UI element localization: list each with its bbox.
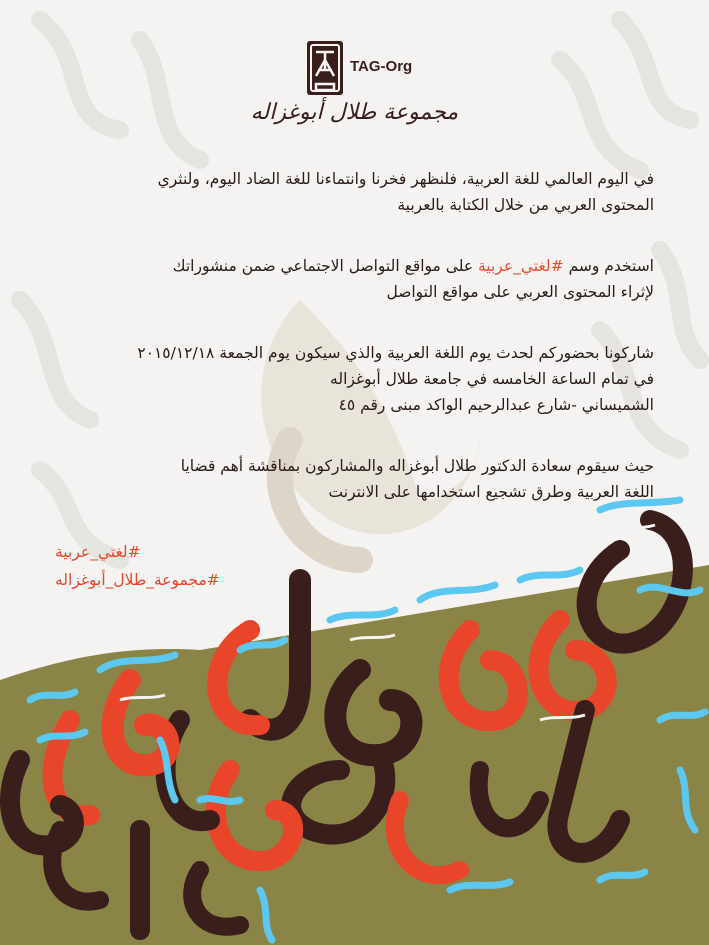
paragraph-2-text-after: على مواقع التواصل الاجتماعي ضمن منشوراتك [172, 257, 478, 275]
hashtag-list [55, 543, 255, 603]
paragraph-1-line-2: المحتوى العربي من خلال الكتابة بالعربية [397, 196, 654, 214]
header [0, 40, 709, 130]
paragraph-2-line-1 [44, 253, 654, 279]
hashtag-highlight[interactable]: #لغتي_عربية [478, 257, 564, 275]
paragraph-1-line-1: في اليوم العالمي للغة العربية، فلنظهر فخرنا وانتماءنا للغة الضاد اليوم، ولنثري [157, 170, 654, 188]
hashtag-tag-group[interactable]: #مجموعة_طلال_أبوغزاله [55, 571, 220, 589]
paragraph-3 [44, 340, 654, 418]
paragraph-4-line-2: اللغة العربية وطرق تشجيع استخدامها على الانترنت [328, 483, 654, 501]
paragraph-2 [44, 253, 654, 305]
tag-logo-icon [306, 40, 344, 96]
brand-short-name: TAG-Org [350, 58, 413, 75]
paragraph-3-line-3: الشميساني -شارع عبدالرحيم الواكد مبنى رقم ٤٥ [338, 396, 654, 414]
brand-arabic-name: مجموعة طلال أبوغزاله [250, 100, 459, 125]
hashtag-lughati-arabia[interactable]: #لغتي_عربية [55, 543, 141, 561]
paragraph-4-line-1: حيث سيقوم سعادة الدكتور طلال أبوغزاله والمشاركون بمناقشة أهم قضايا [180, 457, 654, 475]
calligraphy-artwork [0, 470, 709, 945]
paragraph-2-text-before: استخدم وسم [563, 257, 654, 275]
paragraph-3-line-2: في تمام الساعة الخامسه في جامعة طلال أبوغزاله [330, 370, 654, 388]
paragraph-3-line-1: شاركونا بحضوركم لحدث يوم اللغة العربية والذي سيكون يوم الجمعة ٢٠١٥/١٢/١٨ [137, 344, 654, 362]
paragraph-2-line-2: لإثراء المحتوى العربي على مواقع التواصل [386, 283, 654, 301]
paragraph-1 [44, 166, 654, 218]
